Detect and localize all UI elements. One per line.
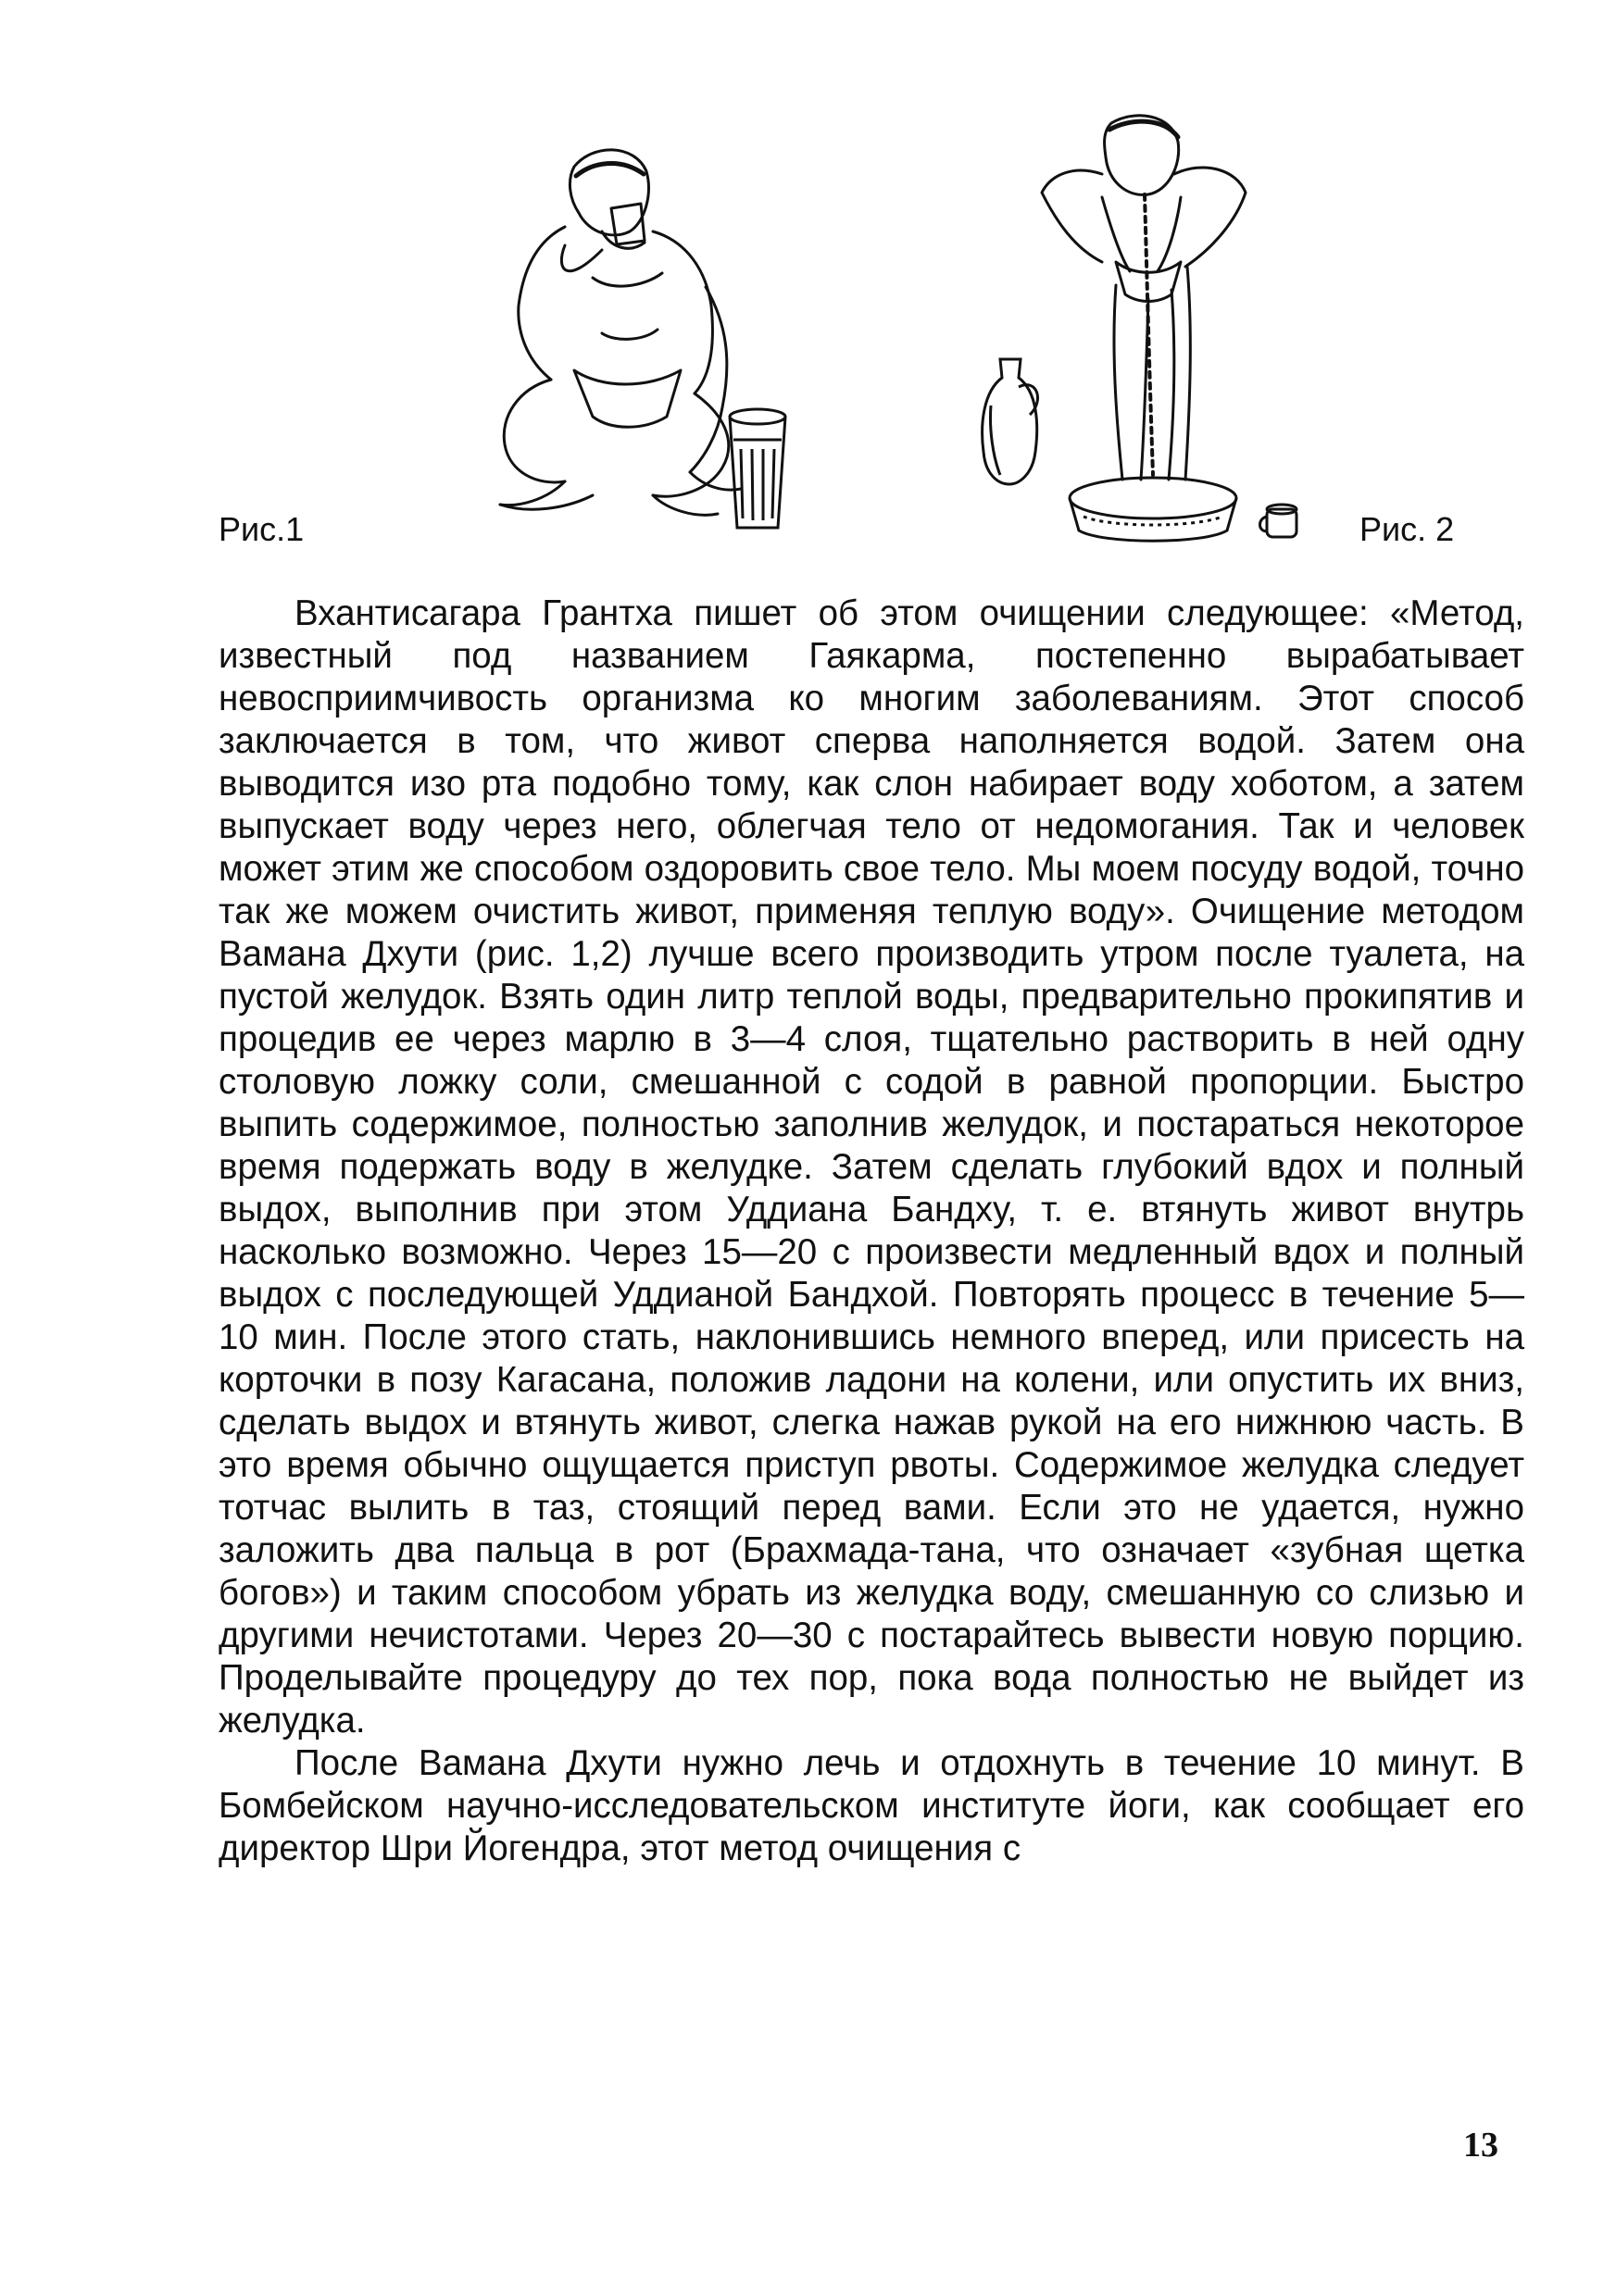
figures-area bbox=[0, 0, 1616, 574]
figure-1 bbox=[463, 139, 815, 546]
page-number: 13 bbox=[1463, 2126, 1498, 2165]
water-glass-icon bbox=[730, 409, 785, 528]
basin-icon bbox=[1070, 478, 1236, 541]
jug-icon bbox=[983, 359, 1038, 484]
cup-icon bbox=[1260, 505, 1297, 537]
standing-man-expelling-water-icon bbox=[963, 109, 1306, 554]
figure-2-caption: Рис. 2 bbox=[1359, 510, 1455, 548]
squatting-man-drinking-water-icon bbox=[463, 139, 815, 546]
body-text bbox=[219, 593, 1524, 1870]
paragraph: Вхантисагара Грантха пишет об этом очищении следующее: «Метод, известный под названием Гаякарма, постепенно вырабатывает невосприимчивость организма ко многим заболеваниям. Этот способ заключается в том, что живот сперва наполняется водой. Затем она выводится изо рта подобно тому, как слон набирает воду хоботом, а затем выпускает воду через него, облегчая тело от недомогания. Так и человек может этим же способом оздоровить свое тело. Мы моем посуду водой, точно так же можем очистить живот, применяя теплую воду». Очищение методом Вамана Дхути (рис. 1,2) лучше всего производить утром после туалета, на пустой желудок. Взять один литр теплой воды, предварительно прокипятив и процедив ее через марлю в 3—4 слоя, тщательно растворить в ней одну столовую ложку соли, смешанной с содой в равной пропорции. Быстро выпить содержимое, полностью заполнив желудок, и постараться некоторое время подержать воду в желудке. Затем сделать глубокий вдох и полный выдох, выполнив при этом Уддиана Бандху, т. е. втянуть живот внутрь насколько возможно. Через 15—20 с произвести медленный вдох и полный выдох с последующей Уддианой Бандхой. Повторять процесс в течение 5—10 мин. После этого стать, наклонившись немного вперед, или присесть на корточки в позу Кагасана, положив ладони на колени, или опустить их вниз, сделать выдох и втянуть живот, слегка нажав рукой на его нижнюю часть. В это время обычно ощущается приступ рвоты. Содержимое желудка следует тотчас вылить в таз, стоящий перед вами. Если это не удается, нужно заложить два пальца в рот (Брахмада-тана, что означает «зубная щетка богов») и таким способом убрать из желудка воду, смешанную со слизью и другими нечистотами. Через 20—30 с постарайтесь вывести новую порцию. Проделывайте процедуру до тех пор, пока вода полностью не выйдет из желудка. bbox=[219, 593, 1524, 1741]
figure-1-caption: Рис.1 bbox=[219, 510, 305, 548]
paragraph: После Вамана Дхути нужно лечь и отдохнуть в течение 10 минут. В Бомбейском научно-исследовательском институте йоги, как сообщает его директор Шри Йогендра, этот метод очищения с bbox=[219, 1743, 1524, 1868]
figure-2 bbox=[963, 109, 1306, 554]
